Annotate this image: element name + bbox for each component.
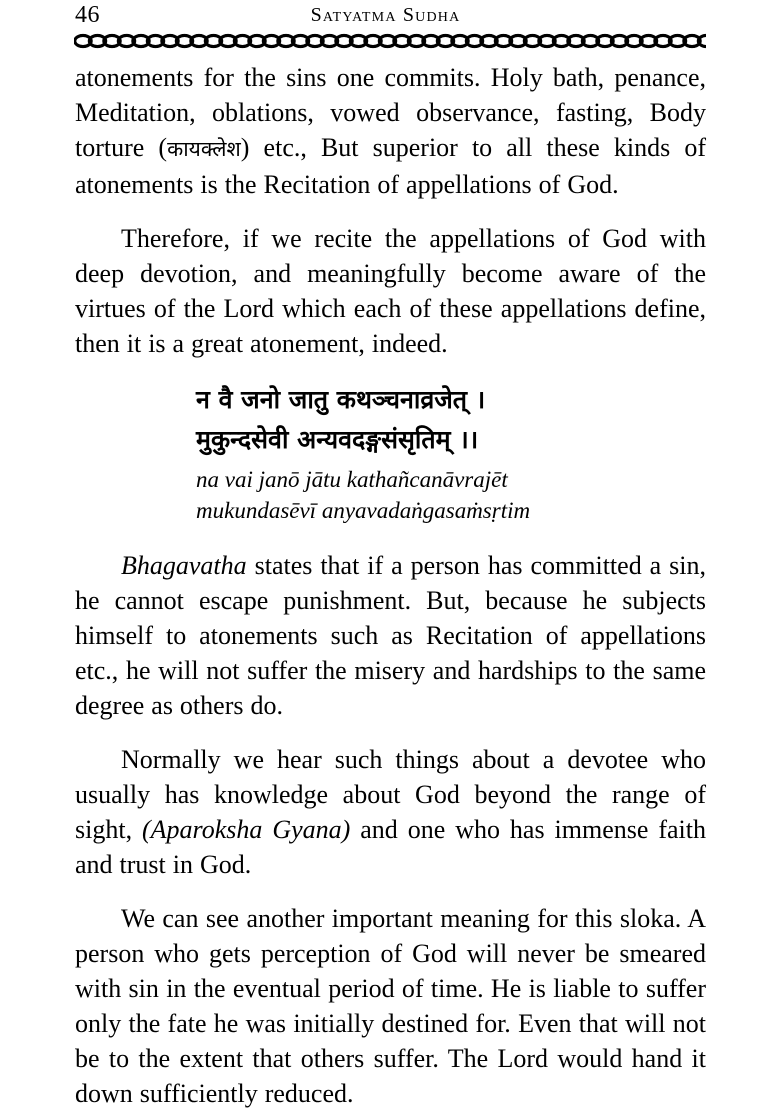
para-therefore (75, 221, 706, 361)
emphasised-text: Bhagavatha (121, 551, 247, 580)
verse-line-transliteration: mukundasēvī anyavadaṅgasaṁsṛtim (196, 498, 531, 523)
chain-link-divider-icon (74, 33, 706, 49)
verse-line-devanagari: मुकुन्दसेवी अन्यवदङ्गसंसृतिम् ।। (196, 425, 479, 454)
text-run: Normally we hear such things about a devotee who usually has knowledge about God beyond the range of sight, (75, 745, 706, 844)
paragraph-group-after-verse (75, 548, 706, 1108)
paragraph-group-before-verse (75, 60, 706, 361)
para-normally (75, 742, 706, 882)
verse-line-transliteration: na vai janō jātu kathañcanāvrajēt (196, 467, 508, 492)
running-title: Satyatma Sudha (310, 3, 461, 26)
page-header (75, 0, 705, 30)
page-number: 46 (75, 2, 100, 28)
sanskrit-verse-block (75, 380, 706, 526)
para-atonements (75, 60, 706, 202)
body-text-column (75, 60, 706, 1108)
text-run: We can see another important meaning for this sloka. A person who gets perception of God will never be smeared with sin in the eventual period of time. He is liable to suffer only the fate he was initially destined for. Even that will not be to the extent that others suffer. The Lord would hand it down sufficiently reduced. (75, 904, 706, 1108)
text-run: Therefore, if we recite the appellations of God with deep devotion, and meaningfully become aware of the virtues of the Lord which each of these appellations define, then it is a great atonement, indeed. (75, 224, 706, 358)
text-run: ) etc., But superior to all these kinds of atonements is the Recitation of appellations of God. (75, 133, 707, 199)
text-run: atonements for the sins one commits. Holy bath, penance, Meditation, oblations, vowed observance, fasting, Body torture ( (75, 63, 706, 162)
verse-line-devanagari: न वै जनो जातु कथञ्चनाव्रजेत् । (196, 385, 486, 414)
devanagari-term: कायक्लेश (167, 137, 241, 161)
verse-devanagari-lines (196, 380, 706, 460)
para-bhagavatha (75, 548, 706, 723)
text-run: states that if a person has committed a sin, he cannot escape punishment. But, because he subjects himself to atonements such as Recitation of appellations etc., he will not suffer the misery and hardships to the same degree as others do. (75, 551, 706, 720)
para-another-meaning (75, 901, 706, 1108)
verse-transliteration-lines (196, 464, 706, 526)
text-run: and one who has immense faith and trust in God. (75, 815, 706, 879)
emphasised-text: (Aparoksha Gyana) (142, 815, 351, 844)
